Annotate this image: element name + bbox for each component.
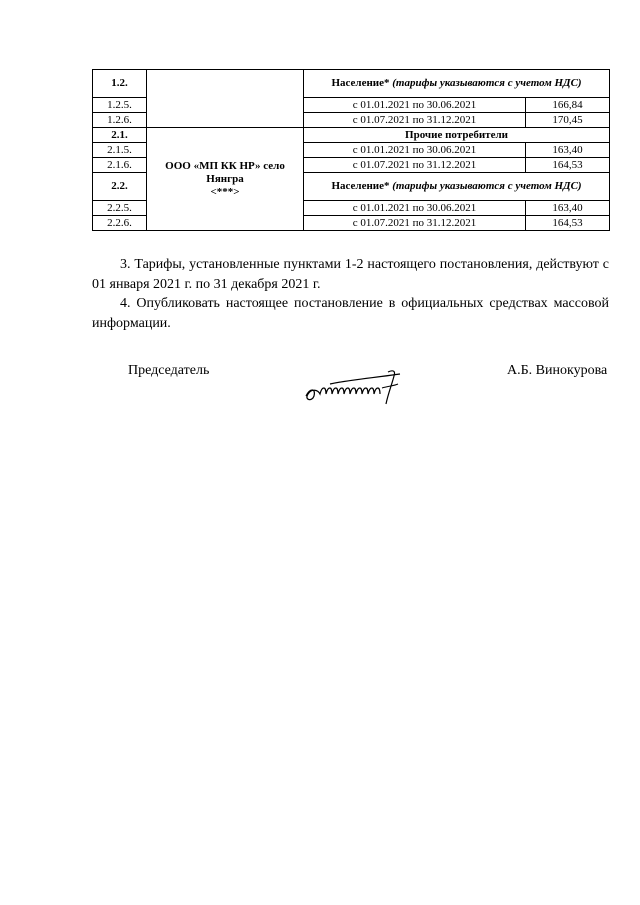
paragraph-3: 3. Тарифы, установленные пунктами 1-2 настоящего постановления, действуют с 01 января 2021 г. по 31 декабря 2021 г. bbox=[92, 257, 609, 292]
org-cell bbox=[147, 128, 304, 231]
group-header bbox=[304, 70, 610, 98]
group-note: (тарифы указываются с учетом НДС) bbox=[392, 180, 582, 192]
row-number: 2.1.6. bbox=[93, 158, 147, 173]
group-title: Прочие потребители bbox=[405, 128, 508, 141]
group-title: Население* bbox=[331, 77, 390, 89]
row-number: 2.1.5. bbox=[93, 143, 147, 158]
group-header bbox=[304, 128, 610, 143]
row-number: 1.2.5. bbox=[93, 98, 147, 113]
org-cell-empty bbox=[147, 70, 304, 128]
tariff-value: 163,40 bbox=[526, 201, 610, 216]
row-number: 2.2.6. bbox=[93, 216, 147, 231]
period-cell: с 01.01.2021 по 30.06.2021 bbox=[304, 201, 526, 216]
row-number: 2.1. bbox=[93, 128, 147, 143]
signatory-name: А.Б. Винокурова bbox=[507, 363, 608, 378]
row-number: 1.2. bbox=[93, 70, 147, 98]
group-note: (тарифы указываются с учетом НДС) bbox=[392, 77, 582, 89]
signatory-title: Председатель bbox=[128, 363, 210, 378]
period-cell: с 01.07.2021 по 31.12.2021 bbox=[304, 158, 526, 173]
row-number: 2.2.5. bbox=[93, 201, 147, 216]
handwritten-signature bbox=[300, 366, 410, 408]
tariff-value: 164,53 bbox=[526, 216, 610, 231]
tariff-value: 170,45 bbox=[526, 113, 610, 128]
paragraph-4: 4. Опубликовать настоящее постановление в официальных средствах массовой информации. bbox=[92, 296, 609, 331]
period-cell: с 01.07.2021 по 31.12.2021 bbox=[304, 216, 526, 231]
row-number: 2.2. bbox=[93, 173, 147, 201]
tariff-value: 163,40 bbox=[526, 143, 610, 158]
row-number: 1.2.6. bbox=[93, 113, 147, 128]
group-header bbox=[304, 173, 610, 201]
org-note: <***> bbox=[210, 185, 240, 198]
tariff-table bbox=[92, 69, 610, 231]
group-title: Население* bbox=[331, 180, 390, 192]
table-row bbox=[93, 70, 610, 98]
period-cell: с 01.01.2021 по 30.06.2021 bbox=[304, 98, 526, 113]
tariff-value: 164,53 bbox=[526, 158, 610, 173]
org-name: ООО «МП КК НР» село Нянгра bbox=[165, 159, 285, 185]
period-cell: с 01.07.2021 по 31.12.2021 bbox=[304, 113, 526, 128]
period-cell: с 01.01.2021 по 30.06.2021 bbox=[304, 143, 526, 158]
tariff-value: 166,84 bbox=[526, 98, 610, 113]
table-row bbox=[93, 128, 610, 143]
